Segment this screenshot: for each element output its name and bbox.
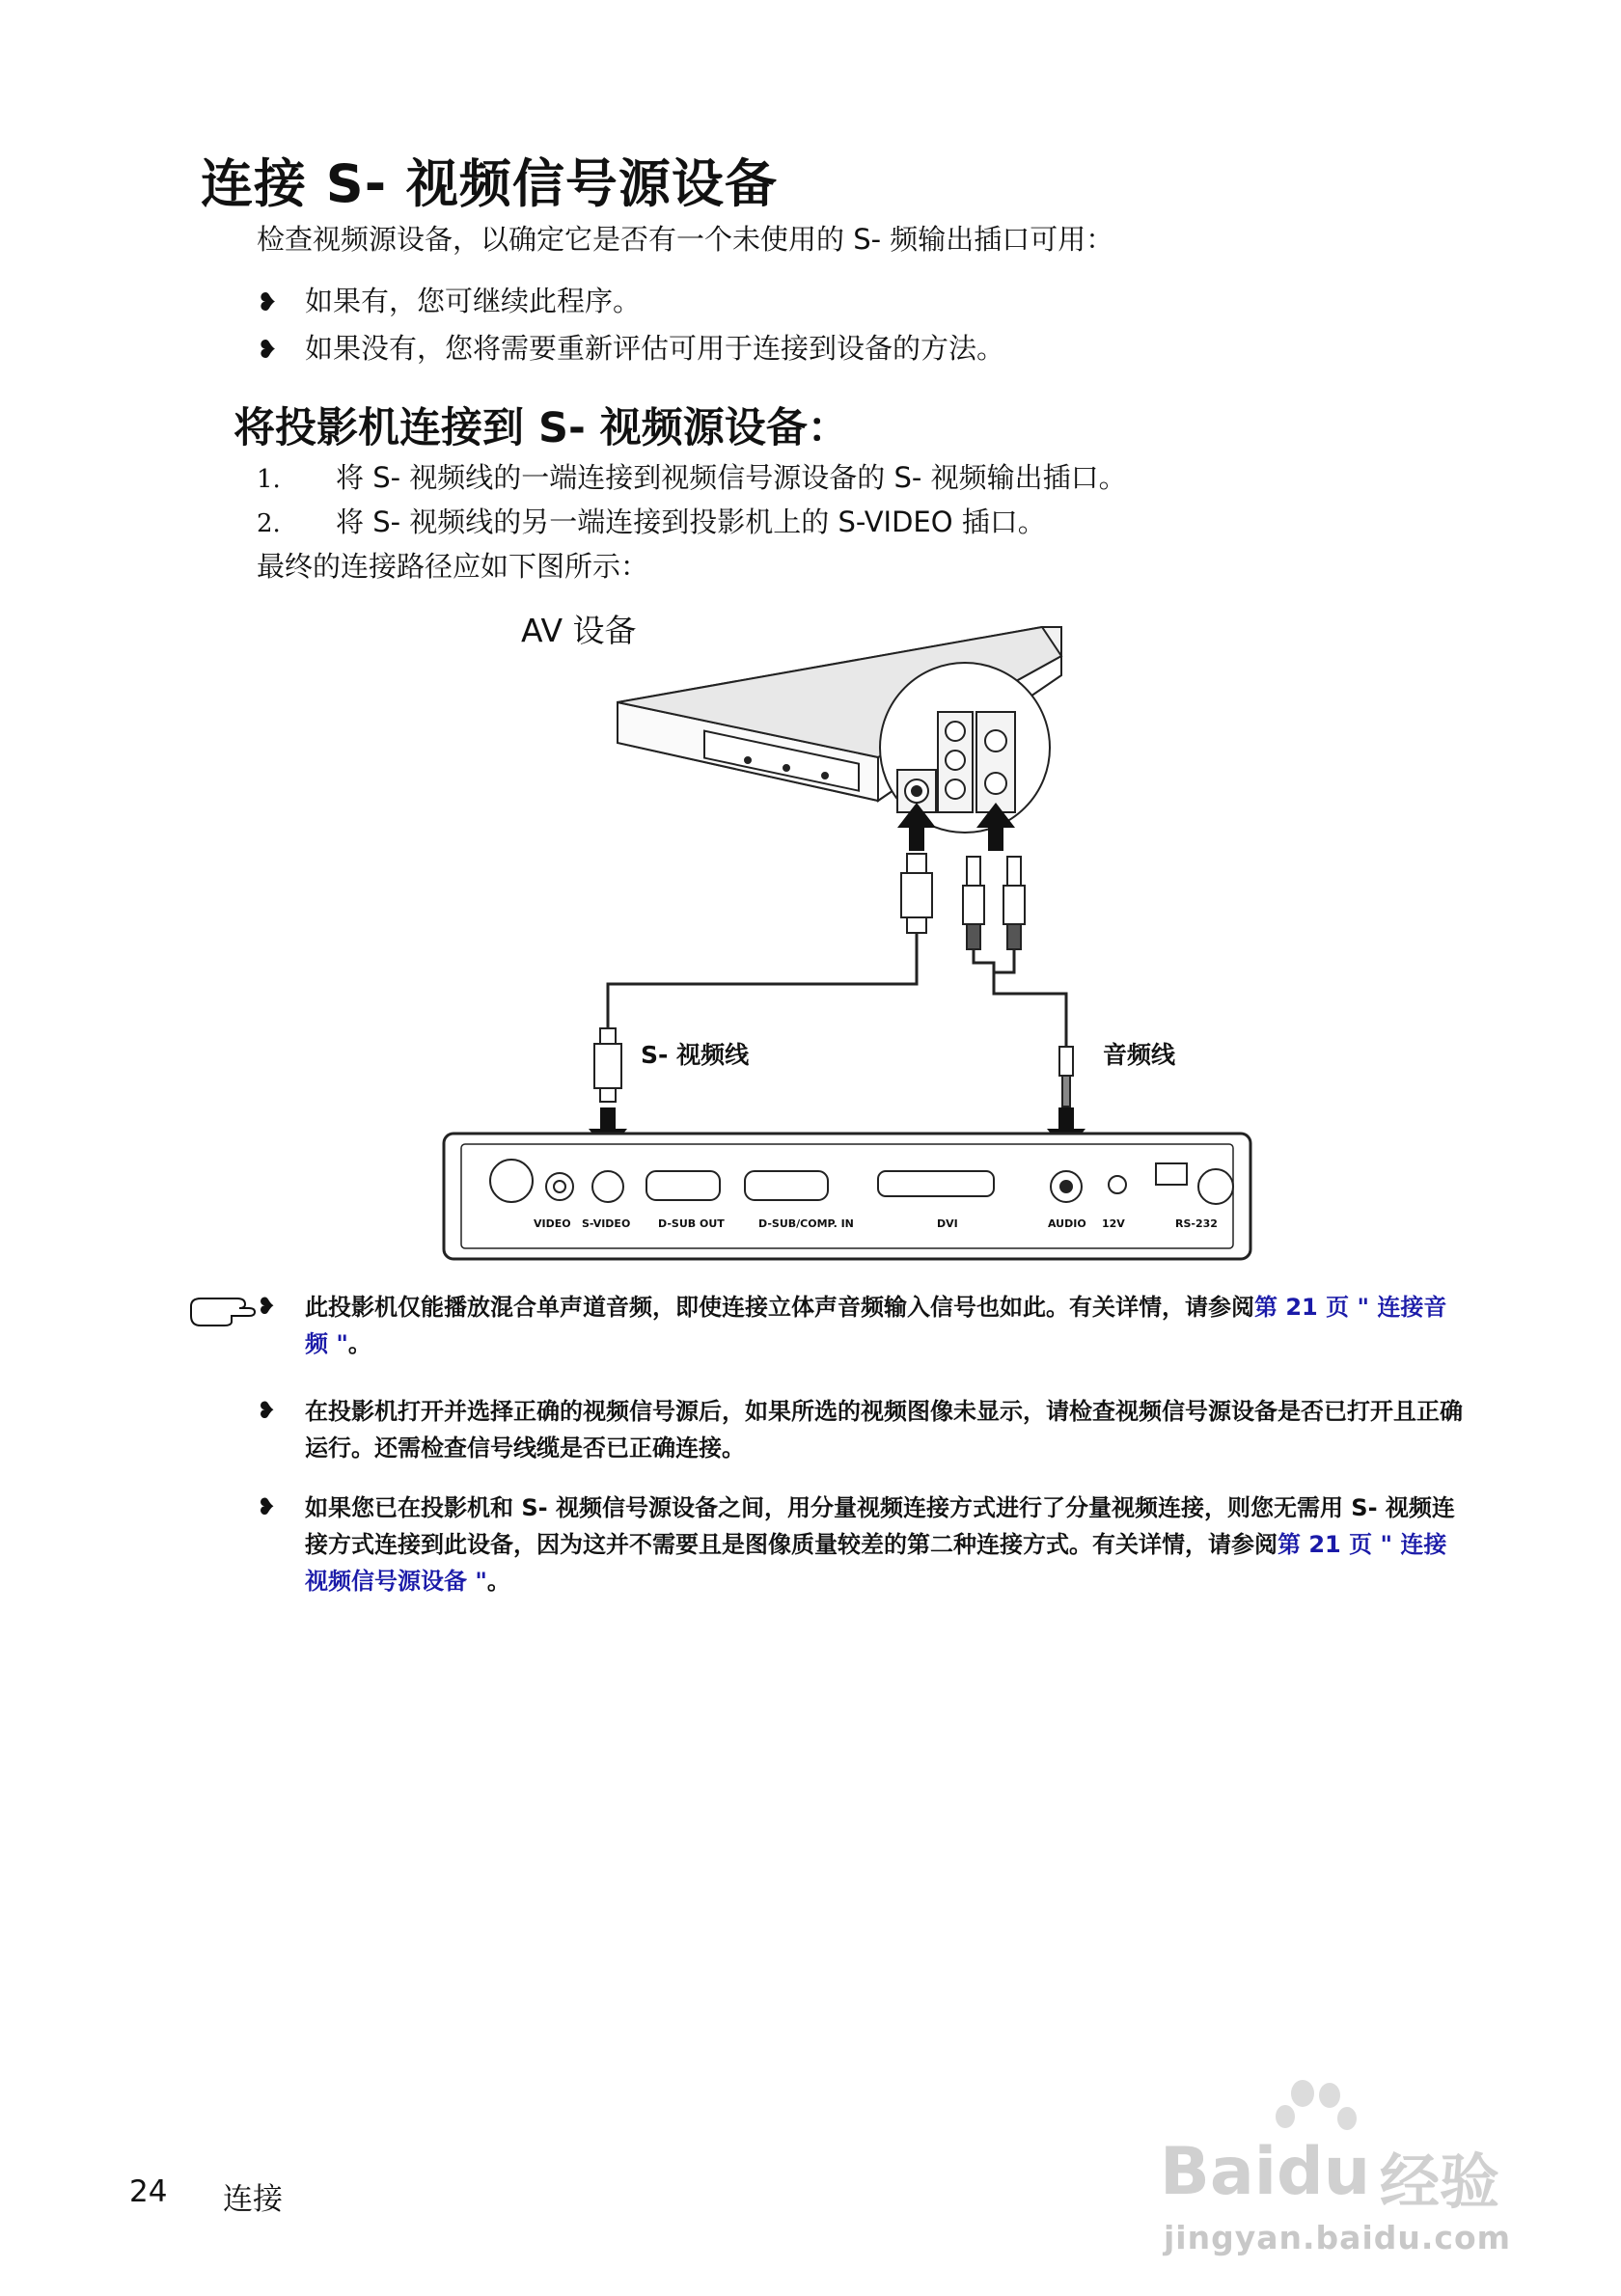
connection-diagram	[425, 598, 1274, 1273]
note-bullet-icon: ❥	[257, 1397, 277, 1424]
note-text: 此投影机仅能播放混合单声道音频，即使连接立体声音频输入信号也如此。有关详情，请参阅	[305, 1294, 1254, 1321]
audio-cable-label: 音频线	[1103, 1041, 1176, 1069]
bullet-text: 如果没有，您将需要重新评估可用于连接到设备的方法。	[305, 332, 1005, 365]
note-bullet-icon: ❥	[257, 1293, 277, 1320]
note-tail: 。	[347, 1330, 371, 1357]
bullet-item	[257, 280, 641, 319]
av-output-panel	[880, 663, 1050, 833]
note-text: 在投影机打开并选择正确的视频信号源后，如果所选的视频图像未显示，请检查视频信号源设备是否已打开且正确运行。还需检查信号线缆是否已正确连接。	[305, 1398, 1463, 1462]
bullet-item	[257, 327, 1004, 367]
bullet-icon: ❥	[257, 336, 278, 365]
step-text: 将 S- 视频线的一端连接到视频信号源设备的 S- 视频输出插口。	[336, 461, 1127, 494]
note-bullet-icon: ❥	[257, 1493, 277, 1520]
step-number: 2.	[257, 509, 281, 538]
port-label-audio: AUDIO	[1048, 1217, 1086, 1230]
note-item	[305, 1490, 1463, 1599]
step-item	[257, 501, 1046, 540]
svideo-plug-top	[901, 854, 932, 933]
step-item	[257, 456, 1127, 496]
note-link[interactable]: 第 21 页 " 连接视频信号源设备 "	[305, 1531, 1447, 1595]
watermark-cn: 经验	[1380, 2146, 1500, 2217]
svideo-plug-bottom	[594, 1028, 621, 1102]
bullet-text: 如果有，您可继续此程序。	[305, 285, 642, 317]
note-tail: 。	[486, 1568, 510, 1595]
note-hand-icon	[189, 1293, 259, 1327]
intro-text: 检查视频源设备，以确定它是否有一个未使用的 S- 频输出插口可用：	[257, 223, 1114, 256]
port-label-dsub-out: D-SUB OUT	[658, 1217, 725, 1230]
watermark-brand-part2: du	[1277, 2134, 1371, 2210]
port-label-dvi: DVI	[937, 1217, 958, 1230]
audio-plug	[1059, 1047, 1073, 1107]
step-text: 将 S- 视频线的另一端连接到投影机上的 S-VIDEO 插口。	[336, 506, 1046, 538]
watermark-brand	[1160, 2134, 1370, 2210]
page-number: 24	[129, 2174, 168, 2209]
port-label-video: VIDEO	[534, 1217, 571, 1230]
note-item	[305, 1289, 1463, 1362]
port-label-dsub-comp: D-SUB/COMP. IN	[758, 1217, 854, 1230]
bullet-icon: ❥	[257, 288, 278, 317]
section-subtitle: 将投影机连接到 S- 视频源设备：	[234, 404, 849, 452]
note-text: 如果您已在投影机和 S- 视频信号源设备之间，用分量视频连接方式进行了分量视频连接，则您无需用 S- 视频连接方式连接到此设备，因为这并不需要且是图像质量较差的第二种连接方式。有关详情，请参阅	[305, 1494, 1455, 1558]
svideo-cable-label: S- 视频线	[641, 1041, 750, 1069]
watermark-brand-part1: Bai	[1160, 2134, 1278, 2210]
cables	[608, 933, 1066, 1047]
port-label-rs232: RS-232	[1175, 1217, 1218, 1230]
footer-section: 连接	[223, 2182, 283, 2217]
port-label-svideo: S-VIDEO	[582, 1217, 631, 1230]
page-title: 连接 S- 视频信号源设备	[201, 153, 778, 214]
note-link[interactable]: 第 21 页 " 连接音频 "	[305, 1294, 1447, 1357]
final-text: 最终的连接路径应如下图所示：	[257, 550, 649, 583]
rca-plugs	[963, 857, 1025, 949]
step-number: 1.	[257, 465, 281, 494]
port-label-12v: 12V	[1102, 1217, 1125, 1230]
watermark-url: jingyan.baidu.com	[1164, 2219, 1512, 2256]
av-device-label: AV 设备	[521, 612, 637, 649]
note-item	[305, 1393, 1463, 1466]
